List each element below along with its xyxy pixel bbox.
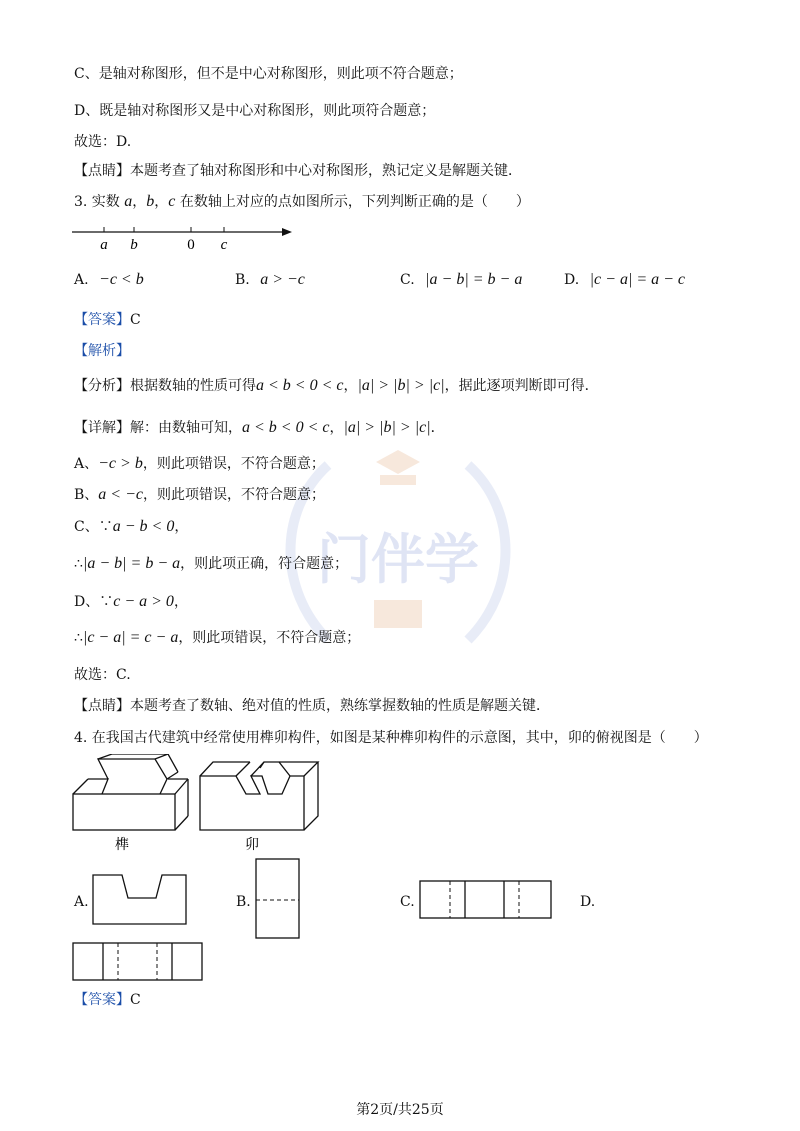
watermark-text: 门伴学	[317, 530, 479, 590]
option-math: a > −c	[260, 271, 305, 288]
q4-stem: 4. 在我国古代建筑中经常使用榫卯构件，如图是某种榫卯构件的示意图，其中，卯的俯视图是（ ）	[74, 730, 708, 746]
q4-answer	[74, 990, 141, 1010]
step-math: |a − b| = b − a	[82, 555, 181, 572]
answer-value: C	[130, 992, 141, 1008]
step-math: c − a > 0	[113, 593, 174, 610]
var-a: a	[124, 193, 133, 210]
q4-option-c-figure[interactable]	[419, 880, 553, 920]
analysis-tag: 【解析】	[74, 343, 130, 359]
label-tenon: 榫	[115, 838, 129, 853]
detail-sep: ，	[329, 420, 344, 436]
q3-sep-2: ，	[154, 194, 169, 210]
comment-text: 本题考查了数轴、绝对值的性质，熟练掌握数轴的性质是解题关键．	[130, 698, 550, 714]
comment-tag: 【点睛】	[74, 698, 130, 714]
step-post: ，则此项错误，不符合题意；	[178, 630, 361, 646]
q4-option-d-figure[interactable]	[72, 942, 204, 982]
q3-stem-prefix: 3. 实数	[74, 194, 125, 210]
option-label: B.	[235, 272, 250, 288]
var-c: c	[168, 193, 176, 210]
analysis-sub-tag: 【分析】	[74, 378, 130, 394]
q3-answer	[74, 310, 141, 330]
q3-sep-1: ，	[132, 194, 147, 210]
comment-text: 本题考查了轴对称图形和中心对称图形，熟记定义是解题关键．	[130, 163, 522, 179]
analysis-math-1: a < b < 0 < c	[256, 377, 344, 394]
answer-tag: 【答案】	[74, 992, 130, 1008]
answer-tag: 【答案】	[74, 312, 130, 328]
step-post: ，则此项正确，符合题意；	[180, 556, 349, 572]
detail-text-pre: 解：由数轴可知，	[130, 420, 242, 436]
q3-stem	[74, 192, 530, 212]
q3-analysis-heading	[74, 341, 130, 361]
q4-option-a-figure[interactable]	[92, 874, 188, 926]
option-math: −c < b	[99, 271, 144, 288]
option-math: |a − b| = b − a	[425, 271, 523, 288]
q3-step-c-conclusion	[74, 554, 348, 574]
step-pre: A、	[74, 456, 99, 472]
step-post: ，则此项错误，不符合题意；	[142, 456, 325, 472]
step-pre: C、∵	[74, 519, 113, 535]
arrow-right-icon	[282, 228, 292, 236]
q3-option-c[interactable]	[400, 271, 522, 289]
step-pre: ∴	[74, 630, 83, 646]
q3-option-b[interactable]	[235, 271, 305, 289]
q3-detail	[74, 418, 445, 438]
q3-step-a	[74, 454, 325, 474]
option-label: C.	[400, 272, 415, 288]
q3-step-c	[74, 517, 188, 537]
q3-step-d	[74, 592, 188, 612]
option-label: D.	[564, 272, 580, 288]
line-choose-d: 故选：D.	[74, 134, 132, 150]
step-pre: D、∵	[74, 594, 114, 610]
q3-comment	[74, 696, 550, 716]
tick-label-b: b	[130, 237, 138, 253]
step-pre: ∴	[74, 556, 83, 572]
line-option-d: D、既是轴对称图形又是中心对称图形，则此项符合题意；	[74, 103, 436, 119]
tick-label-c: c	[220, 237, 228, 253]
detail-math-1: a < b < 0 < c	[242, 419, 330, 436]
analysis-text-post: ，据此逐项判断即可得．	[444, 378, 599, 394]
analysis-text-pre: 根据数轴的性质可得	[130, 378, 256, 394]
step-math: −c > b	[98, 455, 143, 472]
var-b: b	[146, 193, 155, 210]
step-post: ，	[174, 519, 189, 535]
q4-option-b-label[interactable]: B.	[236, 894, 251, 910]
q3-option-d[interactable]	[564, 271, 685, 289]
analysis-math-2: |a| > |b| > |c|	[357, 377, 445, 394]
q4-joint-figures	[70, 754, 330, 854]
q3-option-a[interactable]	[74, 271, 144, 289]
step-math: a < −c	[98, 486, 143, 503]
tick-label-a: a	[100, 237, 108, 253]
analysis-sep: ，	[343, 378, 358, 394]
q3-choose: 故选：C.	[74, 667, 131, 683]
tick-label-0: 0	[187, 237, 195, 253]
answer-value: C	[130, 312, 141, 328]
step-post: ，	[173, 594, 188, 610]
detail-text-post: ．	[430, 420, 445, 436]
q4-option-b-figure[interactable]	[255, 858, 301, 940]
comment-1	[74, 161, 522, 181]
step-pre: B、	[74, 487, 99, 503]
option-math: |c − a| = a − c	[589, 271, 686, 288]
step-post: ，则此项错误，不符合题意；	[143, 487, 325, 503]
comment-tag: 【点睛】	[74, 163, 130, 179]
line-option-c: C、是轴对称图形，但不是中心对称图形，则此项不符合题意；	[74, 66, 463, 82]
number-line	[68, 220, 298, 254]
q3-stem-suffix: 在数轴上对应的点如图所示，下列判断正确的是（ ）	[175, 194, 530, 210]
q3-step-b	[74, 485, 325, 505]
q4-option-a-label[interactable]: A.	[74, 894, 89, 910]
detail-math-2: |a| > |b| > |c|	[343, 419, 431, 436]
q3-analysis	[74, 376, 599, 396]
page-footer: 第2页/共25页	[356, 1102, 444, 1118]
step-math: |c − a| = c − a	[82, 629, 179, 646]
tenon-figure	[73, 754, 188, 830]
mortise-figure	[200, 762, 318, 830]
option-label: A.	[74, 272, 89, 288]
q3-step-d-conclusion	[74, 628, 360, 648]
q3-options	[74, 271, 774, 293]
label-mortise: 卯	[245, 838, 259, 853]
detail-tag: 【详解】	[74, 420, 130, 436]
q4-option-c-label[interactable]: C.	[400, 894, 415, 910]
q4-option-d-label[interactable]: D.	[580, 894, 596, 910]
step-math: a − b < 0	[112, 518, 175, 535]
